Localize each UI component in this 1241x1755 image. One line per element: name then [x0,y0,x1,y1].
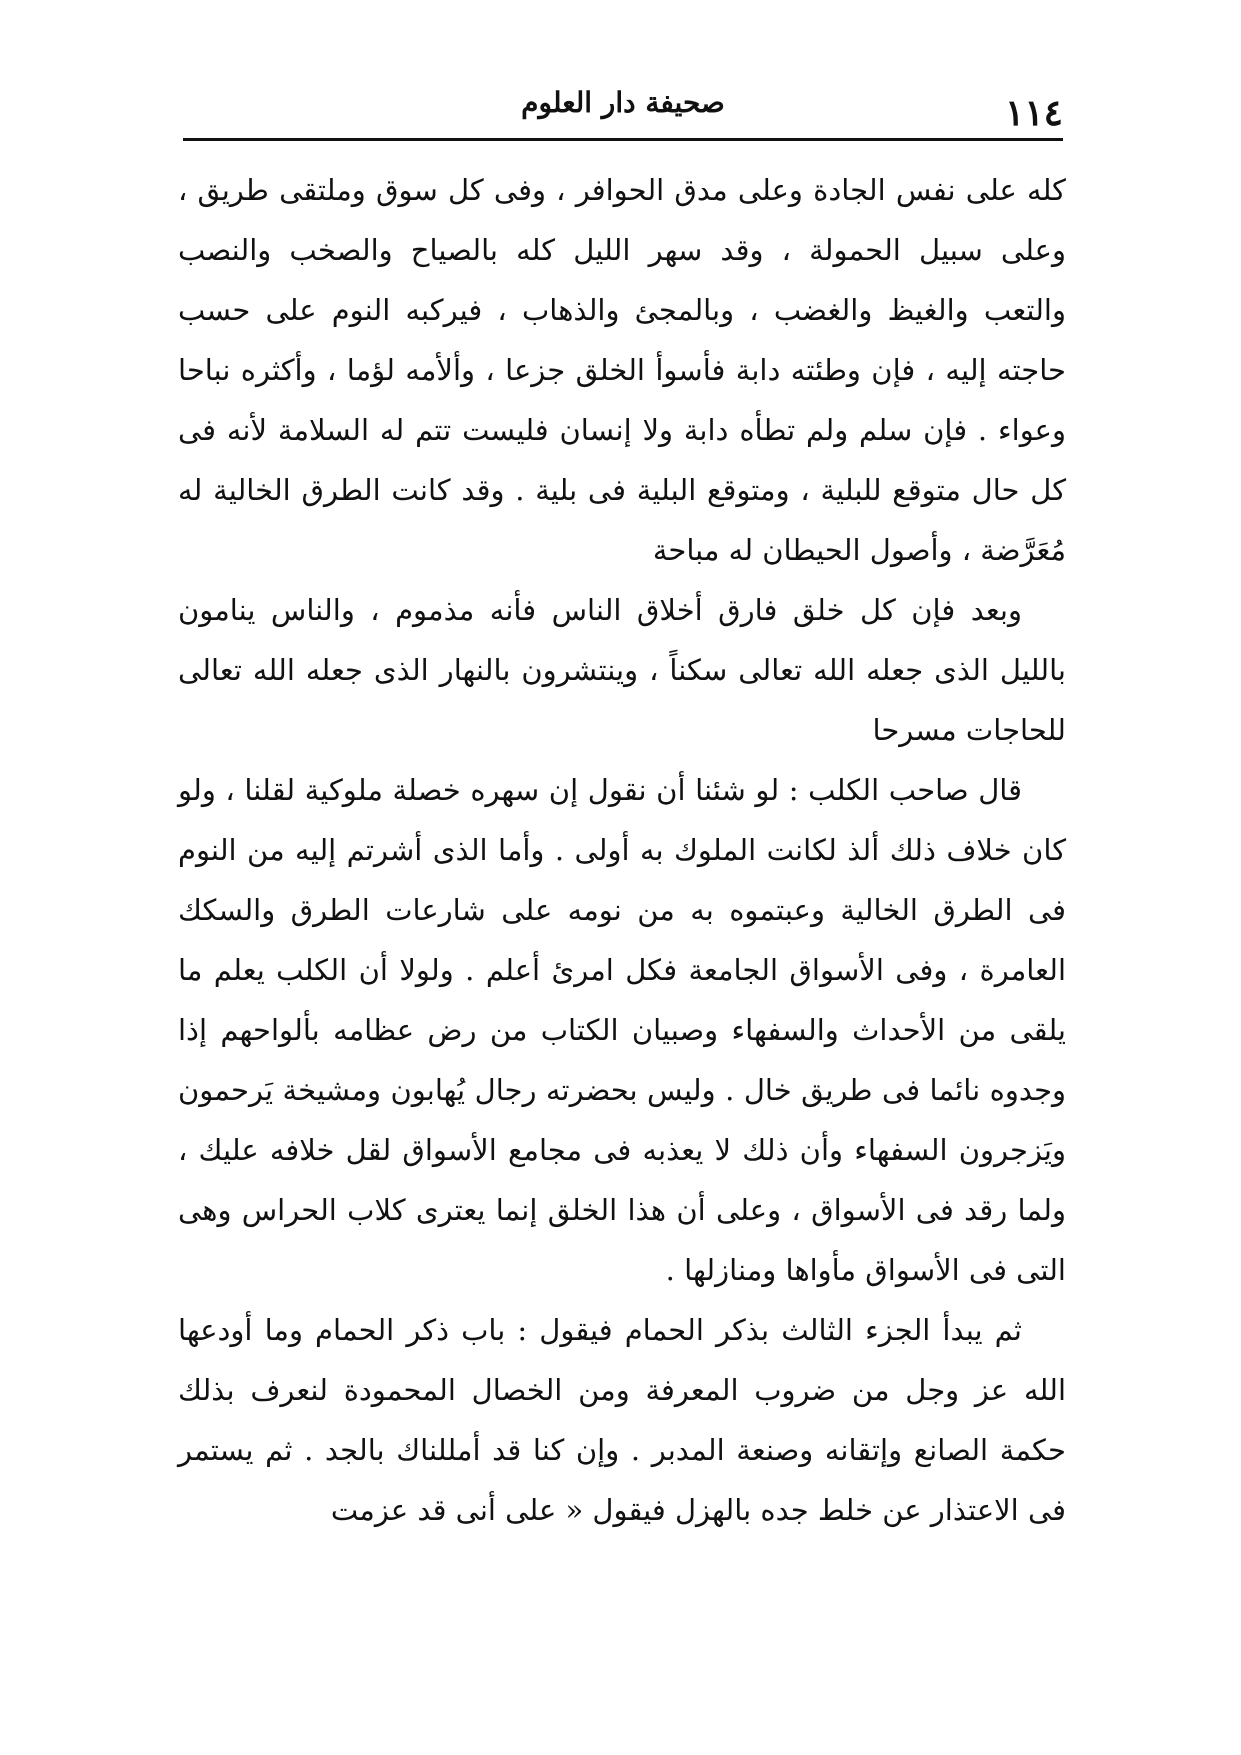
paragraph-dog-sleep: كله على نفس الجادة وعلى مدق الحوافر ، وفى كل سوق وملتقى طريق ، وعلى سبيل الحمولة ، وقد سهر الليل كله بالصياح والصخب والنصب والتعب والغيظ والغضب ، وبالمجئ والذهاب ، فيركبه النوم على حسب حاجته إليه ، فإن وطئته دابة فأسوأ الخلق جزعا ، وألأمه لؤما ، وأكثره نباحا وعواء . فإن سلم ولم تطأه دابة ولا إنسان فليست تتم له السلامة لأنه فى كل حال متوقع للبلية ، ومتوقع البلية فى بلية . وقد كانت الطرق الخالية له مُعَرَّضة ، وأصول الحيطان له مباحة [178,173,1066,567]
header-rule [183,138,1063,141]
running-title: صحيفة دار العلوم [521,86,725,119]
paragraph-dog-owner-reply: قال صاحب الكلب : لو شئنا أن نقول إن سهره خصلة ملوكية لقلنا ، ولو كان خلاف ذلك ألذ لكانت الملوك به أولى . وأما الذى أشرتم إليه من النوم فى الطرق الخالية وعبتموه به من نومه على شارعات الطرق والسكك العامرة ، وفى الأسواق الجامعة فكل امرئ أعلم . ولولا أن الكلب يعلم ما يلقى من الأحداث والسفهاء وصبيان الكتاب من رض عظامه بألواحهم إذا وجدوه نائما فى طريق خال . وليس بحضرته رجال يُهابون ومشيخة يَرحمون ويَزجرون السفهاء وأن ذلك لا يعذبه فى مجامع الأسواق لقل خلافه عليك ، ولما رقد فى الأسواق ، وعلى أن هذا الخلق إنما يعترى كلاب الحراس وهى التى فى الأسواق مأواها ومنازلها . [178,773,1066,1287]
paragraph-human-habits: وبعد فإن كل خلق فارق أخلاق الناس فأنه مذموم ، والناس ينامون بالليل الذى جعله الله تعالى سكناً ، وينتشرون بالنهار الذى جعله الله تعالى للحاجات مسرحا [178,593,1066,747]
paragraph-third-part: ثم يبدأ الجزء الثالث بذكر الحمام فيقول : باب ذكر الحمام وما أودعها الله عز وجل من ضروب المعرفة ومن الخصال المحمودة لنعرف بذلك حكمة الصانع وإتقانه وصنعة المدبر . وإن كنا قد أمللناك بالجد . ثم يستمر فى الاعتذار عن خلط جده بالهزل فيقول « على أنى قد عزمت [178,1313,1066,1527]
page-header [183,78,1063,134]
body-text [178,160,1066,1540]
page-number: ١١٤ [1004,92,1063,134]
